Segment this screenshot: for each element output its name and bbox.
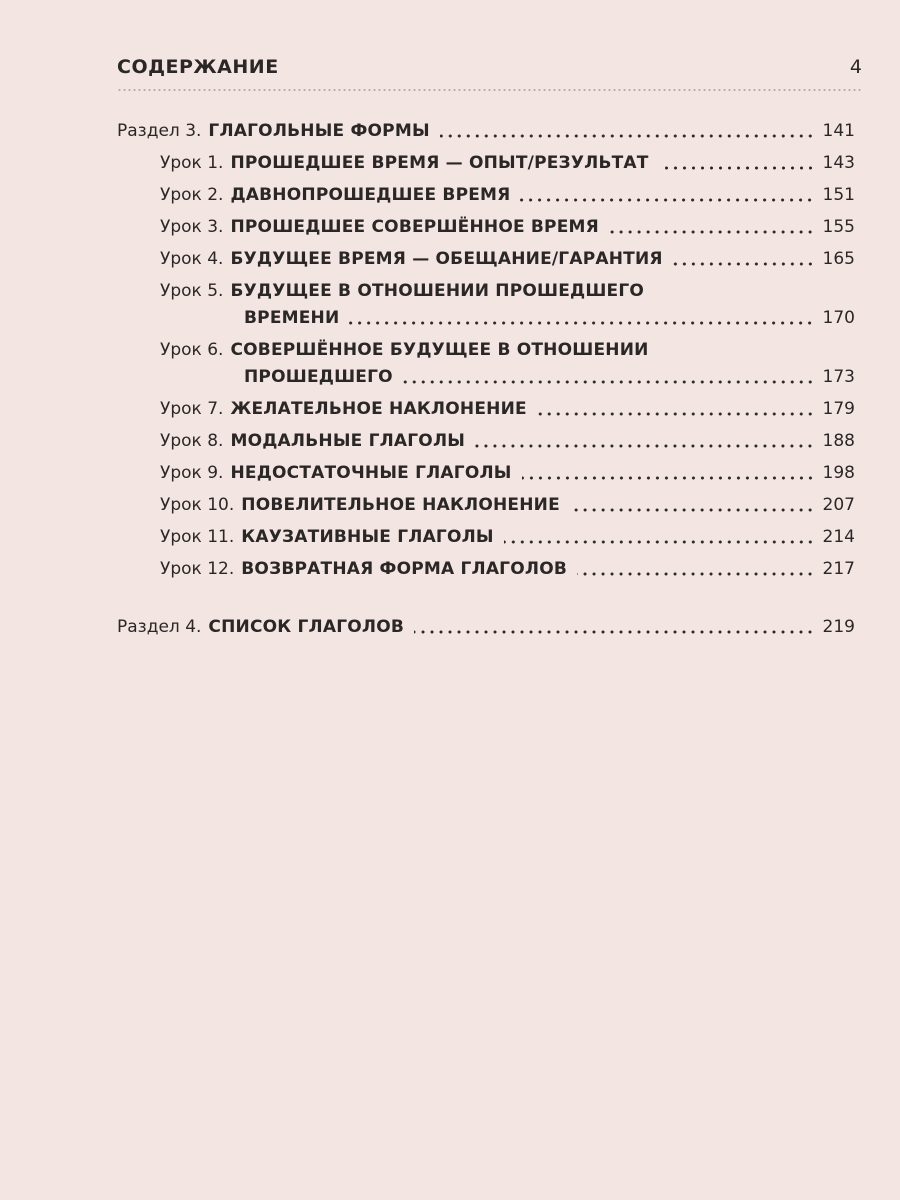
header-title: СОДЕРЖАНИЕ <box>117 56 279 78</box>
lesson-title: БУДУЩЕЕ В ОТНОШЕНИИ ПРОШЕДШЕГО <box>230 281 645 301</box>
lesson-title: БУДУЩЕЕ ВРЕМЯ — ОБЕЩАНИЕ/ГАРАНТИЯ <box>230 249 663 269</box>
toc-entry-section-3[interactable] <box>117 118 855 145</box>
lesson-title: ПОВЕЛИТЕЛЬНОЕ НАКЛОНЕНИЕ <box>241 495 560 515</box>
page-ref: 188 <box>822 431 855 451</box>
leader-dots <box>475 444 814 448</box>
leader-dots <box>570 508 815 512</box>
page-ref: 214 <box>822 527 855 547</box>
page-ref: 143 <box>822 153 855 173</box>
page-number: 4 <box>849 56 862 78</box>
toc-entry-lesson-5[interactable] <box>117 278 855 332</box>
leader-dots <box>577 572 815 576</box>
lesson-title: ВОЗВРАТНАЯ ФОРМА ГЛАГОЛОВ <box>241 559 567 579</box>
leader-dots <box>673 262 815 266</box>
leader-dots <box>403 380 815 384</box>
lesson-title: НЕДОСТАТОЧНЫЕ ГЛАГОЛЫ <box>230 463 512 483</box>
page-ref: 198 <box>822 463 855 483</box>
toc-entry-section-4[interactable] <box>117 614 855 641</box>
section-title: СПИСОК ГЛАГОЛОВ <box>208 617 405 637</box>
toc-entry-lesson-1[interactable] <box>117 150 855 177</box>
toc-entry-lesson-6[interactable] <box>117 337 855 391</box>
toc-entry-lesson-11[interactable] <box>117 524 855 551</box>
section-number: Раздел 4. <box>117 617 202 637</box>
leader-dots <box>537 412 815 416</box>
lesson-number: Урок 6. <box>160 340 224 360</box>
page-ref: 217 <box>822 559 855 579</box>
leader-dots <box>440 134 815 138</box>
header-divider <box>117 88 862 92</box>
leader-dots <box>659 166 815 170</box>
running-header <box>117 56 862 86</box>
page-ref: 207 <box>822 495 855 515</box>
toc-entry-lesson-9[interactable] <box>117 460 855 487</box>
lesson-title: КАУЗАТИВНЫЕ ГЛАГОЛЫ <box>241 527 494 547</box>
page-ref: 179 <box>822 399 855 419</box>
toc-entry-lesson-12[interactable] <box>117 556 855 583</box>
section-title: ГЛАГОЛЬНЫЕ ФОРМЫ <box>208 121 430 141</box>
lesson-number: Урок 9. <box>160 463 224 483</box>
toc-entry-lesson-2[interactable] <box>117 182 855 209</box>
leader-dots <box>522 476 815 480</box>
lesson-title: СОВЕРШЁННОЕ БУДУЩЕЕ В ОТНОШЕНИИ <box>230 340 649 360</box>
leader-dots <box>349 321 814 325</box>
leader-dots <box>414 630 815 634</box>
lesson-title-continued: ВРЕМЕНИ <box>244 308 340 328</box>
lesson-number: Урок 10. <box>160 495 235 515</box>
lesson-title: ПРОШЕДШЕЕ СОВЕРШЁННОЕ ВРЕМЯ <box>230 217 599 237</box>
lesson-number: Урок 3. <box>160 217 224 237</box>
lesson-title: МОДАЛЬНЫЕ ГЛАГОЛЫ <box>230 431 466 451</box>
toc-entry-lesson-7[interactable] <box>117 396 855 423</box>
page-ref: 170 <box>822 308 855 328</box>
toc-entry-lesson-3[interactable] <box>117 214 855 241</box>
lesson-title: ПРОШЕДШЕЕ ВРЕМЯ — ОПЫТ/РЕЗУЛЬТАТ <box>230 153 649 173</box>
leader-dots <box>609 230 815 234</box>
toc-entry-lesson-4[interactable] <box>117 246 855 273</box>
toc-entry-lesson-8[interactable] <box>117 428 855 455</box>
table-of-contents <box>117 118 855 646</box>
page-ref: 151 <box>822 185 855 205</box>
lesson-title-continued: ПРОШЕДШЕГО <box>244 367 393 387</box>
lesson-number: Урок 8. <box>160 431 224 451</box>
section-spacer <box>117 588 855 614</box>
lesson-number: Урок 5. <box>160 281 224 301</box>
leader-dots <box>504 540 815 544</box>
section-number: Раздел 3. <box>117 121 202 141</box>
page-ref: 219 <box>822 617 855 637</box>
page-ref: 173 <box>822 367 855 387</box>
lesson-title: ДАВНОПРОШЕДШЕЕ ВРЕМЯ <box>230 185 511 205</box>
lesson-title: ЖЕЛАТЕЛЬНОЕ НАКЛОНЕНИЕ <box>230 399 527 419</box>
lesson-number: Урок 7. <box>160 399 224 419</box>
leader-dots <box>520 198 814 202</box>
page-ref: 141 <box>822 121 855 141</box>
toc-entry-lesson-10[interactable] <box>117 492 855 519</box>
lesson-number: Урок 1. <box>160 153 224 173</box>
lesson-number: Урок 2. <box>160 185 224 205</box>
lesson-number: Урок 11. <box>160 527 235 547</box>
lesson-number: Урок 12. <box>160 559 235 579</box>
lesson-number: Урок 4. <box>160 249 224 269</box>
page-ref: 155 <box>822 217 855 237</box>
page-ref: 165 <box>822 249 855 269</box>
